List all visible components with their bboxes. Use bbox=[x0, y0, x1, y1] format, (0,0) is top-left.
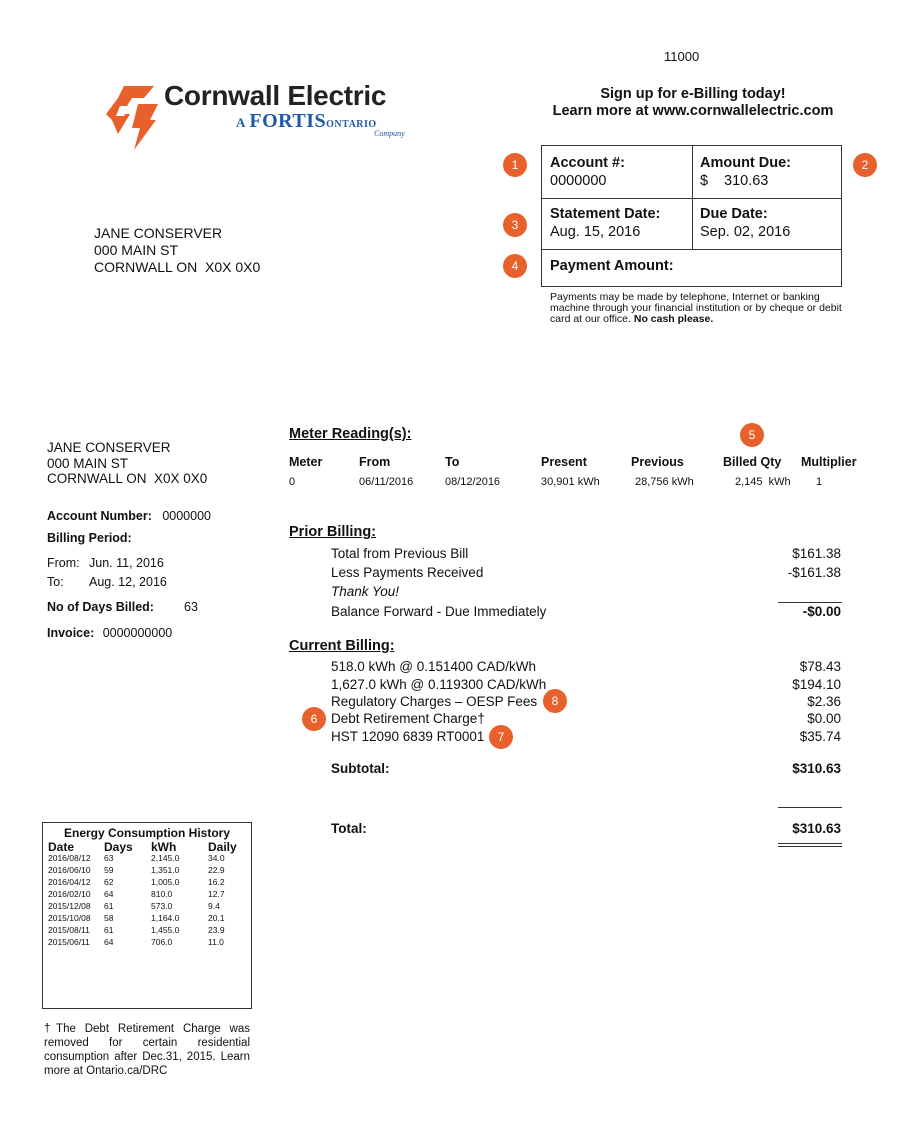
billing-from-value: Jun. 11, 2016 bbox=[89, 556, 164, 570]
callout-badge-7: 7 bbox=[489, 725, 513, 749]
history-days: 62 bbox=[104, 877, 114, 887]
history-days: 64 bbox=[104, 889, 114, 899]
due-date-label: Due Date: bbox=[700, 206, 768, 222]
callout-badge-2: 2 bbox=[853, 153, 877, 177]
history-header-days: Days bbox=[104, 840, 133, 854]
prior-item-label: Less Payments Received bbox=[331, 565, 484, 580]
history-date: 2015/08/11 bbox=[48, 925, 90, 935]
meter-readings-title: Meter Reading(s): bbox=[289, 426, 412, 442]
no-cash-note: No cash please. bbox=[633, 313, 714, 325]
current-item-amount: $78.43 bbox=[799, 659, 841, 674]
history-daily: 12.7 bbox=[208, 889, 225, 899]
callout-badge-1: 1 bbox=[503, 153, 527, 177]
current-item-amount: $194.10 bbox=[792, 677, 841, 692]
current-item-label: Debt Retirement Charge† bbox=[331, 711, 485, 726]
history-date: 2015/10/08 bbox=[48, 913, 91, 923]
ebilling-promo bbox=[520, 86, 866, 120]
debt-retirement-footnote: †The Debt Retirement Charge was removed for certain residential consumption after Dec.31, 2015. Learn more at Ontario.ca/DRC bbox=[44, 1023, 250, 1077]
prior-item-amount: -$161.38 bbox=[787, 565, 841, 580]
payment-note-text: Payments may be made by telephone, Internet or banking machine through your financial institution or by cheque or debit card at our office. bbox=[550, 291, 842, 325]
history-kwh: 1,455.0 bbox=[151, 925, 180, 935]
history-daily: 34.0 bbox=[208, 853, 225, 863]
payment-amount-label: Payment Amount: bbox=[550, 258, 674, 274]
total-label: Total: bbox=[331, 821, 367, 836]
amount-due-value: 310.63 bbox=[724, 173, 769, 189]
prior-billing-title: Prior Billing: bbox=[289, 524, 376, 540]
ebilling-url-line[interactable]: Learn more at www.cornwallelectric.com bbox=[552, 103, 834, 119]
history-date: 2015/12/08 bbox=[48, 901, 91, 911]
customer-address bbox=[47, 440, 207, 487]
history-kwh: 2,145.0 bbox=[151, 853, 180, 863]
account-number-row-value: 0000000 bbox=[162, 509, 211, 523]
meter-value-from: 06/11/2016 bbox=[359, 476, 414, 488]
logo-tag-a: A bbox=[236, 115, 246, 130]
total-double-rule-2 bbox=[778, 846, 842, 847]
energy-history-table bbox=[42, 822, 252, 1009]
amount-due-currency: $ bbox=[700, 173, 709, 189]
customer-city: CORNWALL ON X0X 0X0 bbox=[47, 471, 208, 486]
meter-header-from: From bbox=[359, 455, 391, 469]
meter-header-billed-qty: Billed Qty bbox=[723, 455, 782, 469]
history-date: 2015/06/11 bbox=[48, 937, 90, 947]
current-item-amount: $35.74 bbox=[799, 729, 841, 744]
current-item-label: Regulatory Charges – OESP Fees bbox=[331, 694, 538, 709]
mailing-city: CORNWALL ON X0X 0X0 bbox=[94, 259, 261, 275]
history-kwh: 1,005.0 bbox=[151, 877, 180, 887]
thank-you-text: Thank You! bbox=[331, 584, 400, 599]
summary-divider-1 bbox=[542, 198, 841, 199]
current-item-label: 1,627.0 kWh @ 0.119300 CAD/kWh bbox=[331, 677, 547, 692]
history-date: 2016/02/10 bbox=[48, 889, 91, 899]
invoice-label: Invoice: bbox=[47, 626, 95, 640]
meter-header-present: Present bbox=[541, 455, 587, 469]
days-billed-value: 63 bbox=[184, 600, 198, 614]
current-item-label: 518.0 kWh @ 0.151400 CAD/kWh bbox=[331, 659, 537, 674]
balance-rule bbox=[778, 602, 842, 603]
history-daily: 23.9 bbox=[208, 925, 225, 935]
history-daily: 20.1 bbox=[208, 913, 225, 923]
billing-to-value: Aug. 12, 2016 bbox=[89, 575, 167, 589]
meter-header-to: To bbox=[445, 455, 460, 469]
meter-value-meter: 0 bbox=[289, 476, 296, 488]
account-number-row-label: Account Number: bbox=[47, 509, 152, 523]
logo-company-name: Cornwall Electric bbox=[164, 80, 387, 111]
meter-header-meter: Meter bbox=[289, 455, 323, 469]
subtotal-amount: $310.63 bbox=[792, 761, 841, 776]
history-kwh: 573.0 bbox=[151, 901, 173, 911]
current-item-label: HST 12090 6839 RT0001 bbox=[331, 729, 485, 744]
statement-date-value: Aug. 15, 2016 bbox=[550, 224, 641, 240]
balance-forward-label: Balance Forward - Due Immediately bbox=[331, 604, 547, 619]
meter-value-multiplier: 1 bbox=[816, 476, 823, 488]
history-header-kwh: kWh bbox=[151, 840, 177, 854]
history-kwh: 810.0 bbox=[151, 889, 173, 899]
current-item-amount: $0.00 bbox=[807, 711, 841, 726]
history-days: 63 bbox=[104, 853, 114, 863]
billing-period-label: Billing Period: bbox=[47, 531, 132, 545]
invoice-row bbox=[47, 624, 172, 642]
callout-badge-8: 8 bbox=[543, 689, 567, 713]
history-header-date: Date bbox=[48, 840, 75, 854]
subtotal-label: Subtotal: bbox=[331, 761, 390, 776]
customer-name: JANE CONSERVER bbox=[47, 440, 171, 455]
meter-value-previous: 28,756 kWh bbox=[635, 476, 694, 488]
prior-item-label: Total from Previous Bill bbox=[331, 546, 469, 561]
customer-street: 000 MAIN ST bbox=[47, 455, 129, 471]
history-kwh: 1,164.0 bbox=[151, 913, 180, 923]
history-kwh: 1,351.0 bbox=[151, 865, 180, 875]
callout-badge-3: 3 bbox=[503, 213, 527, 237]
billing-from-label: From: bbox=[47, 556, 80, 570]
history-days: 64 bbox=[104, 937, 114, 947]
history-days: 58 bbox=[104, 913, 114, 923]
mailing-address bbox=[94, 225, 260, 276]
history-date: 2016/06/10 bbox=[48, 865, 91, 875]
logo-tag-ontario: ONTARIO bbox=[326, 119, 377, 130]
history-daily: 16.2 bbox=[208, 877, 225, 887]
billing-to-label: To: bbox=[47, 575, 64, 589]
mailing-street: 000 MAIN ST bbox=[94, 242, 179, 258]
company-logo bbox=[104, 80, 424, 155]
due-date-value: Sep. 02, 2016 bbox=[700, 224, 791, 240]
history-date: 2016/04/12 bbox=[48, 877, 91, 887]
account-number-value: 0000000 bbox=[550, 173, 607, 189]
history-kwh: 706.0 bbox=[151, 937, 173, 947]
energy-history-title: Energy Consumption History bbox=[63, 826, 230, 840]
history-daily: 9.4 bbox=[208, 901, 220, 911]
logo-tag-fortis: FORTIS bbox=[249, 110, 327, 132]
document-number: 11000 bbox=[664, 49, 700, 64]
payment-note bbox=[550, 292, 850, 325]
callout-badge-5: 5 bbox=[740, 423, 764, 447]
total-double-rule-1 bbox=[778, 843, 842, 844]
history-days: 61 bbox=[104, 901, 114, 911]
meter-value-to: 08/12/2016 bbox=[445, 476, 501, 488]
account-number-row bbox=[47, 507, 211, 525]
total-amount: $310.63 bbox=[792, 821, 841, 836]
meter-header-previous: Previous bbox=[631, 455, 684, 469]
current-billing-title: Current Billing: bbox=[289, 638, 395, 654]
account-summary-box bbox=[541, 145, 842, 287]
current-item-amount: $2.36 bbox=[807, 694, 841, 709]
statement-date-label: Statement Date: bbox=[550, 206, 661, 222]
invoice-value: 0000000000 bbox=[102, 626, 173, 640]
ebilling-line-1: Sign up for e-Billing today! bbox=[600, 86, 786, 102]
balance-forward-amount: -$0.00 bbox=[802, 604, 841, 619]
history-daily: 11.0 bbox=[208, 937, 224, 947]
total-rule-top bbox=[778, 807, 842, 808]
history-header-daily: Daily bbox=[208, 840, 237, 854]
logo-fortis-tagline bbox=[236, 110, 377, 133]
callout-badge-6: 6 bbox=[302, 707, 326, 731]
meter-value-present: 30,901 kWh bbox=[541, 476, 600, 488]
callout-badge-4: 4 bbox=[503, 254, 527, 278]
amount-due-label: Amount Due: bbox=[700, 155, 792, 171]
prior-item-amount: $161.38 bbox=[792, 546, 841, 561]
account-number-label: Account #: bbox=[550, 155, 625, 171]
history-days: 61 bbox=[104, 925, 114, 935]
meter-header-multiplier: Multiplier bbox=[801, 455, 857, 469]
history-date: 2016/08/12 bbox=[48, 853, 91, 863]
days-billed-label: No of Days Billed: bbox=[47, 600, 154, 614]
meter-value-billed-qty: 2,145 kWh bbox=[735, 476, 791, 488]
logo-company-word: Company bbox=[374, 129, 405, 138]
mailing-name: JANE CONSERVER bbox=[94, 225, 223, 241]
history-days: 59 bbox=[104, 865, 114, 875]
summary-divider-2 bbox=[542, 249, 841, 250]
history-daily: 22.9 bbox=[208, 865, 225, 875]
lightning-bolt-logo-icon bbox=[104, 80, 162, 152]
